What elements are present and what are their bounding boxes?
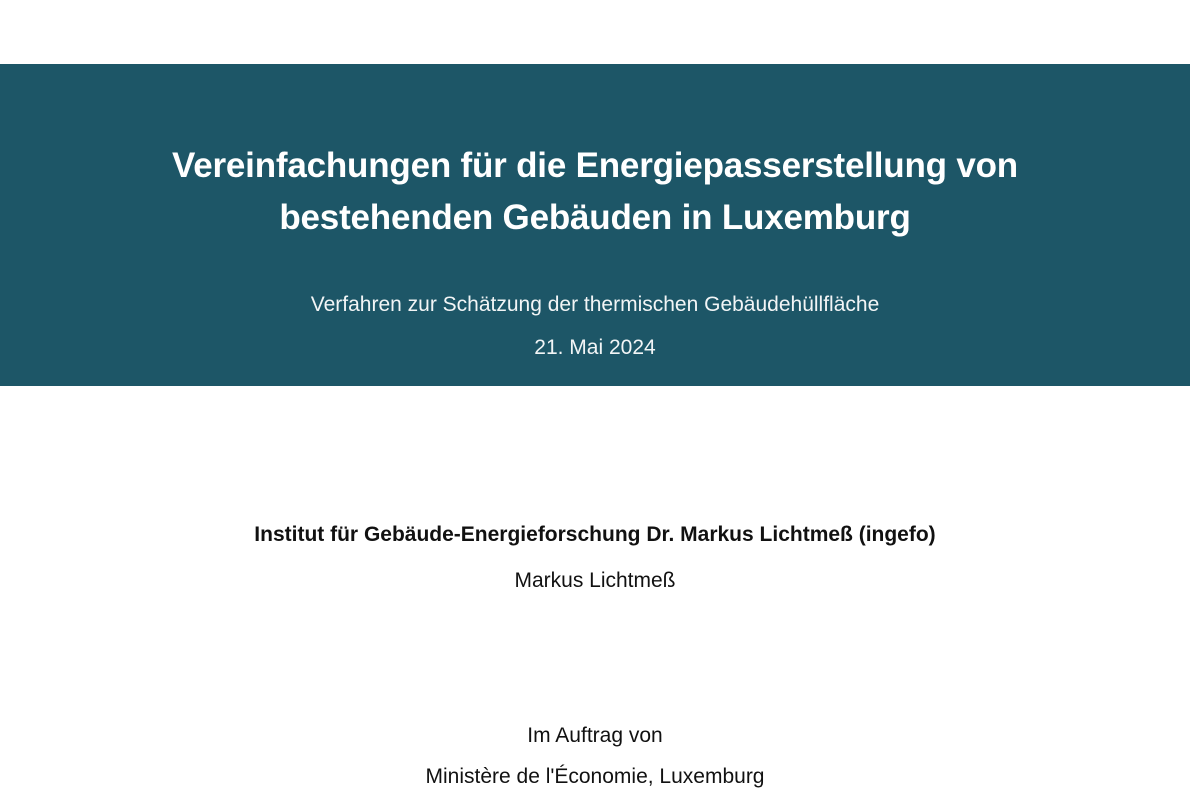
presentation-date: 21. Mai 2024: [534, 335, 656, 359]
page-subtitle: Verfahren zur Schätzung der thermischen Gebäudehüllfläche: [310, 292, 880, 316]
organization-name: Institut für Gebäude-Energieforschung Dr. Markus Lichtmeß (ingefo): [254, 523, 936, 546]
client-name: Ministère de l'Économie, Luxemburg: [425, 765, 765, 788]
title-banner: [0, 64, 1190, 386]
title-slide-body: [0, 386, 1190, 800]
commissioned-by-label: Im Auftrag von: [527, 724, 663, 747]
author-name: Markus Lichtmeß: [514, 569, 676, 592]
page-title: Vereinfachungen für die Energiepasserstellung von bestehenden Gebäuden in Luxemburg: [172, 146, 1018, 237]
